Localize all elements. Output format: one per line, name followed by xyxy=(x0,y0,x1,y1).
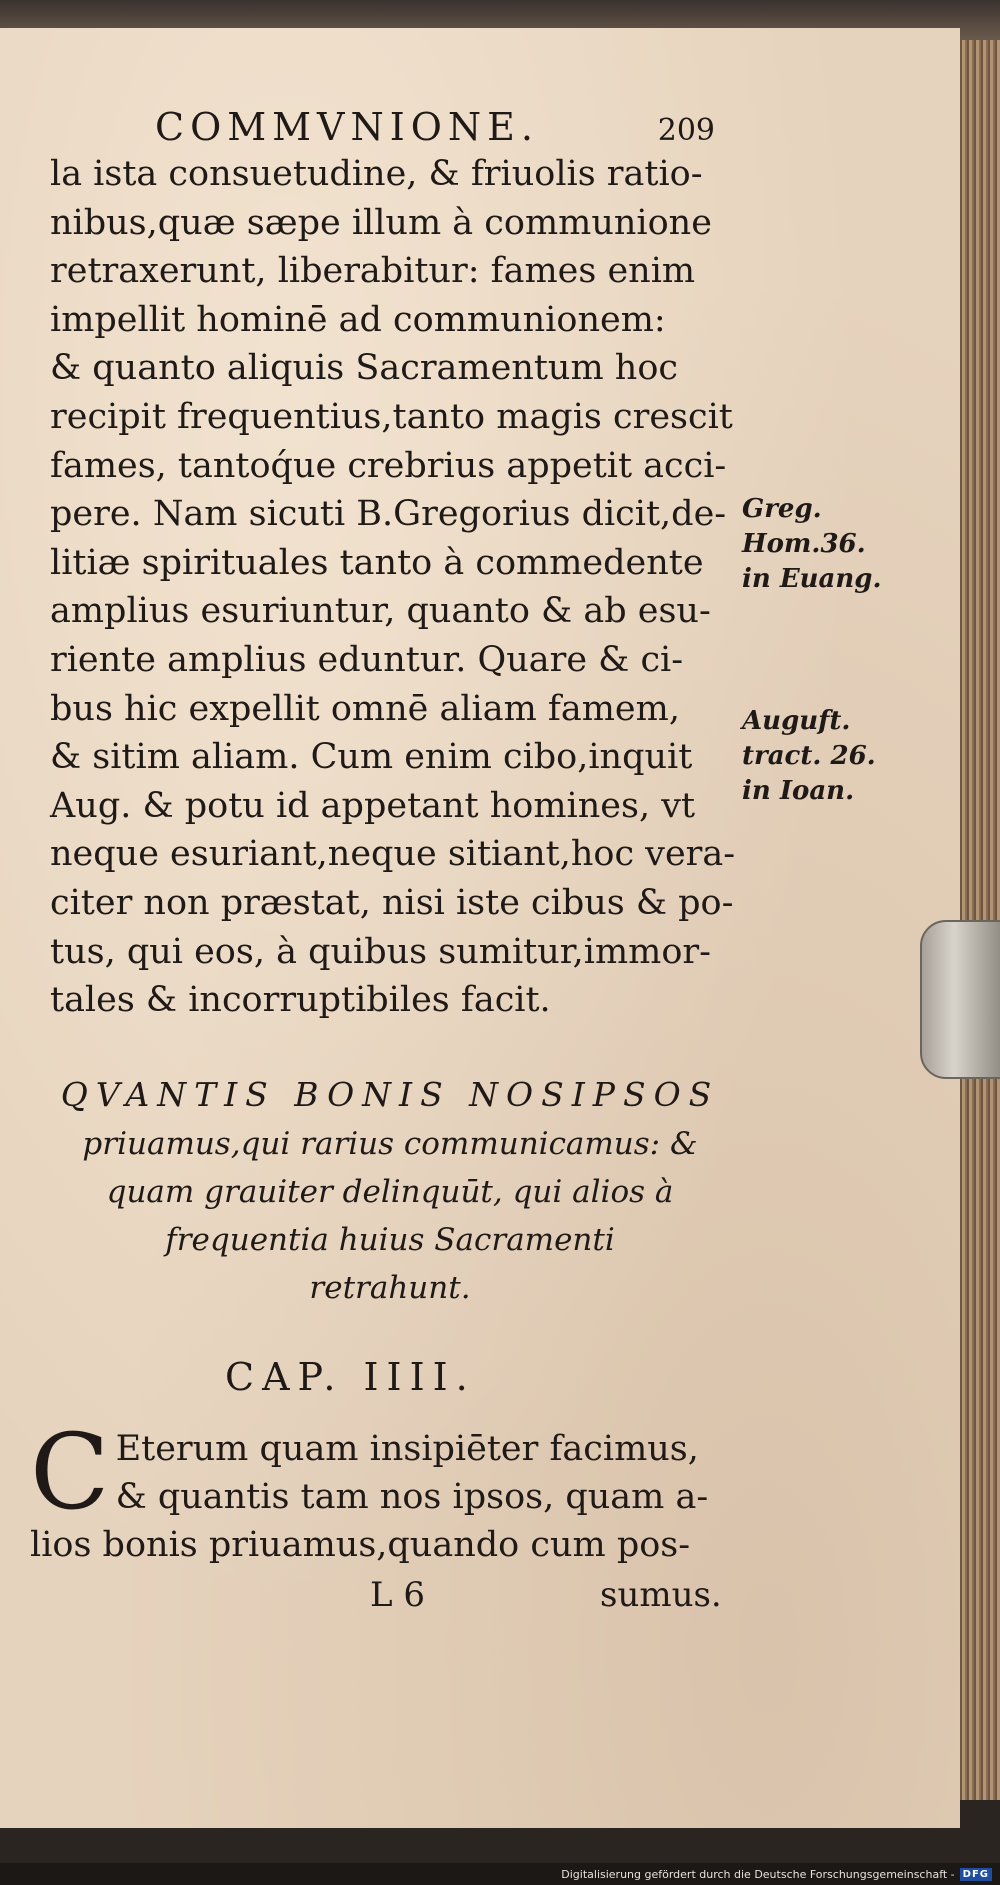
chapter-number: CAP. IIII. xyxy=(225,1355,476,1399)
digitization-footer xyxy=(0,1863,1000,1885)
page-number: 209 xyxy=(657,113,715,148)
text-line: litiæ spirituales tanto à commedente xyxy=(50,542,704,583)
text-line: amplius esuriuntur, quanto & ab esu- xyxy=(50,591,711,632)
heading-line: priuamus,qui rarius communicamus: & xyxy=(82,1126,698,1162)
page-header xyxy=(155,105,715,149)
heading-line: retrahunt. xyxy=(309,1270,471,1306)
chapter-heading xyxy=(30,1070,750,1312)
signature-mark: L 6 xyxy=(370,1575,426,1615)
marginal-line: tract. 26. xyxy=(742,741,876,771)
text-line: fames, tantoq́ue crebrius appetit acci- xyxy=(50,445,727,486)
text-line: & quantis tam nos ipsos, quam a- xyxy=(115,1477,709,1517)
text-line: tus, qui eos, à quibus sumitur,immor- xyxy=(50,931,711,972)
running-head: COMMVNIONE. xyxy=(155,105,539,149)
drop-cap: C xyxy=(30,1411,110,1533)
text-line: retraxerunt, liberabitur: fames enim xyxy=(50,251,696,292)
text-line: riente amplius eduntur. Quare & ci- xyxy=(50,639,684,680)
text-line: & sitim aliam. Cum enim cibo,inquit xyxy=(50,737,693,778)
funding-credit: Digitalisierung gefördert durch die Deutsche Forschungsgemeinschaft - xyxy=(561,1867,955,1881)
text-line: recipit frequentius,tanto magis crescit xyxy=(50,396,733,437)
heading-line: QVANTIS BONIS NOSIPSOS xyxy=(60,1075,720,1114)
text-line: neque esuriant,neque sitiant,hoc vera- xyxy=(50,834,736,875)
text-line: impellit hominē ad communionem: xyxy=(50,299,666,340)
catchword: sumus. xyxy=(600,1575,722,1615)
text-line: bus hic expellit omnē aliam famem, xyxy=(50,688,680,729)
dfg-logo: DFG xyxy=(960,1868,992,1881)
text-line: nibus,quæ sæpe illum à communione xyxy=(50,202,712,243)
text-line: citer non præstat, nisi iste cibus & po- xyxy=(50,882,734,923)
text-line: Aug. & potu id appetant homines, vt xyxy=(50,785,696,826)
book-clasp xyxy=(920,920,1000,1079)
text-line: tales & incorruptibiles facit. xyxy=(50,980,551,1021)
marginal-line: in Euang. xyxy=(742,564,882,594)
marginal-note-gregory xyxy=(742,492,902,597)
marginal-line: Greg. xyxy=(742,494,822,524)
marginal-notes xyxy=(742,492,902,809)
heading-line: frequentia huius Sacramenti xyxy=(165,1222,615,1258)
marginal-note-augustine xyxy=(742,704,902,809)
body-paragraph xyxy=(50,150,750,1025)
text-line: lios bonis priuamus,quando cum pos- xyxy=(30,1525,691,1565)
marginal-line: in Ioan. xyxy=(742,776,855,806)
heading-line: quam grauiter delinquūt, qui alios à xyxy=(106,1174,674,1210)
text-line: pere. Nam sicuti B.Gregorius dicit,de- xyxy=(50,494,727,535)
marginal-line: Auguft. xyxy=(742,706,851,736)
chapter-paragraph xyxy=(30,1411,750,1569)
text-line: & quanto aliquis Sacramentum hoc xyxy=(50,348,679,389)
marginal-line: Hom.36. xyxy=(742,529,866,559)
text-line: Eterum quam insipiēter facimus, xyxy=(115,1429,699,1469)
text-line: la ista consuetudine, & friuolis ratio- xyxy=(50,154,703,194)
